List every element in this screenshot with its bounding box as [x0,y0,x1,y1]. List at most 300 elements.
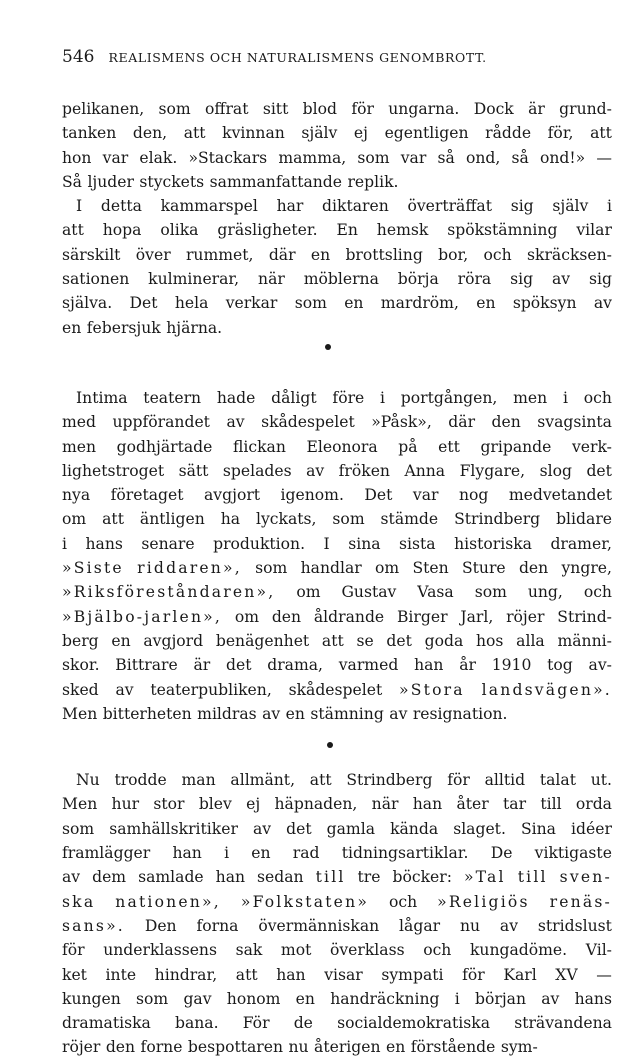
word: böcker: [392,868,452,887]
word: »Påsk», [371,413,432,432]
word: ut. [590,771,612,790]
word: Eleonora [306,437,378,456]
word: företaget [110,486,184,505]
word: han [276,965,306,984]
word: tre [357,868,381,887]
word: 1910 [491,656,532,675]
text-line [62,435,612,459]
word: sig [510,270,534,289]
word: skådespelet [288,680,383,699]
word: renäs- [549,892,612,911]
word: dem [92,868,127,887]
word: Vasa [417,583,454,602]
word: bana. [174,1014,219,1033]
word: lyckats, [255,510,317,529]
word: det [586,461,612,480]
word: ket [62,965,87,984]
word: ungarna. [388,100,460,118]
word: kammarspel [160,197,258,216]
word: att [309,771,332,790]
word: så [437,148,455,167]
text-line [62,556,612,580]
word: nationen», [115,892,221,911]
word: en [295,989,315,1008]
word: goda [424,631,464,650]
word: rådde [485,124,532,143]
text-line [62,1035,612,1059]
word: år [459,656,476,675]
word: för [462,965,485,984]
word: med [62,413,96,432]
word: blod [302,100,337,118]
word: har [276,197,304,216]
word: honom [226,989,281,1008]
word: dåligt [271,388,317,407]
word: till [315,868,346,887]
word: Men [62,704,98,723]
word: hur [111,795,140,814]
text-line [62,243,612,267]
word: igenom. [280,486,344,505]
word: när [371,795,399,814]
word: skådespelet [261,413,355,432]
word: där [448,413,476,432]
text-line [62,410,612,434]
word: lågar [399,916,441,935]
word: han [412,795,443,814]
word: alltid [484,771,526,790]
word: en [310,245,331,264]
word: man [181,771,216,790]
word: det [386,631,412,650]
word: Anna [404,461,446,480]
text-line [62,580,612,604]
word: I [76,197,83,216]
word: historiska [454,534,532,553]
word: var [400,148,427,167]
word: spökstämning [447,221,558,240]
word: teaterpubliken, [150,680,272,699]
section-separator [62,726,612,768]
word: berg [62,631,99,650]
text-line [62,121,612,145]
word: och [583,583,612,602]
word: över [135,245,171,264]
word: hela [174,294,209,313]
word: hans [85,534,123,553]
text-line [62,507,612,531]
word: Karl [503,965,537,984]
paragraph [62,386,612,726]
word: till [540,795,562,814]
word: de [293,1014,313,1033]
word: sked [62,680,99,699]
word: Strind- [557,607,612,626]
word: handlar [300,559,362,578]
word: — [596,965,612,984]
word: av [593,294,612,313]
word: — [596,148,612,167]
word: han [172,844,202,863]
word: »Stackars [188,148,268,167]
word: »Siste [62,559,124,578]
word: medvetandet [508,486,612,505]
paragraph [62,97,612,194]
word: sak [235,941,263,960]
word: gamla [326,819,376,838]
word: om [375,559,400,578]
word: den [518,559,549,578]
word: bespottaren [187,1038,284,1057]
word: sista [399,534,436,553]
word: ung, [527,583,563,602]
word: tanken [62,124,117,143]
word: överträffat [407,197,492,216]
word: nog [458,486,489,505]
word: blev [198,795,232,814]
word: av- [588,656,612,675]
word: att [590,124,612,143]
text-line [62,653,612,677]
word: Jarl, [460,607,494,626]
word: rad [292,844,320,863]
word: framlägger [62,844,151,863]
word: I [323,534,330,553]
word: »Religiös [437,892,530,911]
word: överklass [329,941,405,960]
text-line [62,605,612,629]
word: den [271,607,302,626]
word: sven- [559,868,612,887]
word: Vil- [585,941,612,960]
word: pelikanen, [62,100,145,118]
word: ej [246,795,261,814]
word: produktion. [213,534,306,553]
word: och [583,388,612,407]
word: egentligen [384,124,469,143]
word: i [454,989,460,1008]
word: rummet, [185,245,254,264]
word: uppförandet [112,413,210,432]
word: av [389,704,408,723]
word: hon [62,148,92,167]
word: forne [140,1038,183,1057]
word: sammanfattande [209,172,343,191]
word: en [251,844,271,863]
word: hos [476,631,504,650]
word: för [351,100,374,118]
word: spöksyn [512,294,577,313]
word: resignation. [412,704,508,723]
text-line [62,386,612,410]
word: kungadöme. [469,941,568,960]
word: stämde [380,510,439,529]
word: äntligen [139,510,205,529]
word: samhällskritiker [109,819,238,838]
word: mamma, [278,148,347,167]
word: att [102,510,124,529]
word: hindrar, [154,965,218,984]
word: bitterheten [102,704,192,723]
word: socialdemokratiska [337,1014,491,1033]
separator-dot-icon [327,742,333,748]
word: förstående [410,1038,496,1057]
text-line [62,890,612,914]
word: börja [397,270,439,289]
text-line [62,1011,612,1035]
separator-dot-icon [325,344,331,350]
paragraph [62,194,612,340]
text-line [62,218,612,242]
word: han [215,868,246,887]
word: hemsk [376,221,429,240]
word: spelades [222,461,292,480]
word: kända [390,819,439,838]
page-header [62,47,612,73]
word: »Bjälbo-jarlen», [62,607,223,626]
word: som [474,583,507,602]
word: tog [547,656,573,675]
word: för, [547,124,574,143]
word: nu [288,1038,309,1057]
word: forna [196,916,239,935]
word: mot [280,941,312,960]
word: om [296,583,321,602]
word: Birger [396,607,448,626]
text-line [62,817,612,841]
word: allmänt, [230,771,296,790]
word: Sina [520,819,556,838]
word: sig [510,197,534,216]
word: gräsligheter. [217,221,318,240]
word: avgjort [204,486,261,505]
word: handräckning [330,989,440,1008]
word: verkar [225,294,278,313]
word: han [414,656,444,675]
word: inte [105,965,137,984]
word: gripande [480,437,552,456]
word: och [483,245,512,264]
word: hopa [102,221,142,240]
word: den, [132,124,168,143]
word: av [252,819,272,838]
word: viktigaste [534,844,612,863]
word: som [255,559,288,578]
page-number: 546 [62,47,95,67]
word: underklassens [103,941,217,960]
word: Intima [76,388,128,407]
text-line [62,291,612,315]
text-line [62,194,612,218]
word: lighetstroget [62,461,165,480]
text-line [62,914,612,938]
word: när [258,270,285,289]
word: och [389,892,418,911]
word: i [606,197,612,216]
text-line [62,459,612,483]
running-title: REALISMENS OCH NATURALISMENS GENOMBROTT. [108,50,487,65]
word: Det [364,486,393,505]
word: av [262,704,281,723]
word: talat [539,771,576,790]
word: blidare [556,510,612,529]
word: Nu [76,771,100,790]
word: att [183,124,206,143]
word: för [447,771,470,790]
text-line [62,768,612,792]
word: männi- [557,631,612,650]
word: på [398,437,418,456]
word: portgången, [400,388,498,407]
word: av [226,413,245,432]
word: är [528,100,545,118]
word: Dock [473,100,514,118]
word: som [294,294,327,313]
word: häpnaden, [274,795,358,814]
text-line [62,963,612,987]
word: stor [153,795,185,814]
word: ond, [465,148,501,167]
word: sig [589,270,612,289]
word: visar [324,965,363,984]
word: senare [141,534,195,553]
word: möblerna [303,270,379,289]
word: Men [62,795,98,814]
word: elak. [139,148,178,167]
word: att [62,221,84,240]
word: Bittrare [115,656,178,675]
word: kvinnan [222,124,285,143]
word: övermänniskan [258,916,380,935]
word: vilar [576,221,612,240]
word: och [423,941,452,960]
word: en [385,1038,406,1057]
word: sym- [500,1038,538,1057]
word: Gustav [341,583,397,602]
text-line [62,483,612,507]
word: är [193,656,211,675]
word: som [62,819,95,838]
word: »Folkstaten» [240,892,370,911]
section-separator [62,340,612,386]
text-line [62,938,612,962]
word: strävandena [514,1014,612,1033]
word: början [475,989,527,1008]
word: att [321,631,344,650]
text-line [62,267,612,291]
word: Den [144,916,177,935]
word: återigen [314,1038,381,1057]
word: riddaren», [137,559,242,578]
word: ska [62,892,96,911]
word: ej [353,124,368,143]
word: De [490,844,513,863]
word: brottsling [345,245,423,264]
text-line [62,678,612,702]
word: slaget. [453,819,506,838]
word: nu [459,916,481,935]
word: Det [129,294,158,313]
word: benägenhet [215,631,310,650]
word: röjer [506,607,545,626]
word: dramatiska [62,1014,151,1033]
word: om [62,510,87,529]
word: där [268,245,296,264]
word: bor, [438,245,469,264]
word: ett [438,437,460,456]
word: en [285,704,305,723]
word: trodde [114,771,167,790]
word: av [499,916,519,935]
text-line [62,865,612,889]
word: själva. [62,294,113,313]
word: för [62,941,85,960]
word: sympati [381,965,444,984]
word: en [344,294,364,313]
word: men [513,388,548,407]
text-line [62,841,612,865]
word: offrat [205,100,249,118]
word: en [476,294,496,313]
word: hans [574,989,612,1008]
word: var [102,148,129,167]
word: drama, [267,656,323,675]
word: orda [575,795,612,814]
text-line [62,532,612,556]
word: samlade [138,868,204,887]
word: hjärna. [166,318,223,337]
word: var [412,486,439,505]
word: Sture [461,559,506,578]
word: styckets [139,172,205,191]
word: själv [552,197,589,216]
word: att [235,965,258,984]
word: tidningsartiklar. [341,844,469,863]
text-line [62,629,612,653]
word: kulminerar, [148,270,240,289]
word: kungen [62,989,121,1008]
word: varmed [338,656,399,675]
word: dramer, [550,534,612,553]
word: den [105,1038,136,1057]
word: yngre, [561,559,612,578]
word: som [158,100,191,118]
word: av [115,680,134,699]
word: Strindberg [346,771,433,790]
word: i [62,534,67,553]
word: sitt [262,100,289,118]
word: det [286,819,312,838]
word: skor. [62,656,100,675]
word: i [224,844,230,863]
word: en [111,631,131,650]
word: av [541,989,560,1008]
word: mildras [197,704,257,723]
word: ond!» [539,148,586,167]
word: själv [301,124,338,143]
word: i [380,388,386,407]
word: olika [160,221,199,240]
word: särskilt [62,245,121,264]
word: detta [100,197,142,216]
word: replik. [347,172,399,191]
word: en [62,318,82,337]
word: Strindberg [454,510,541,529]
word: flickan [232,437,286,456]
word: För [242,1014,270,1033]
word: ha [220,510,241,529]
word: XV [555,965,578,984]
